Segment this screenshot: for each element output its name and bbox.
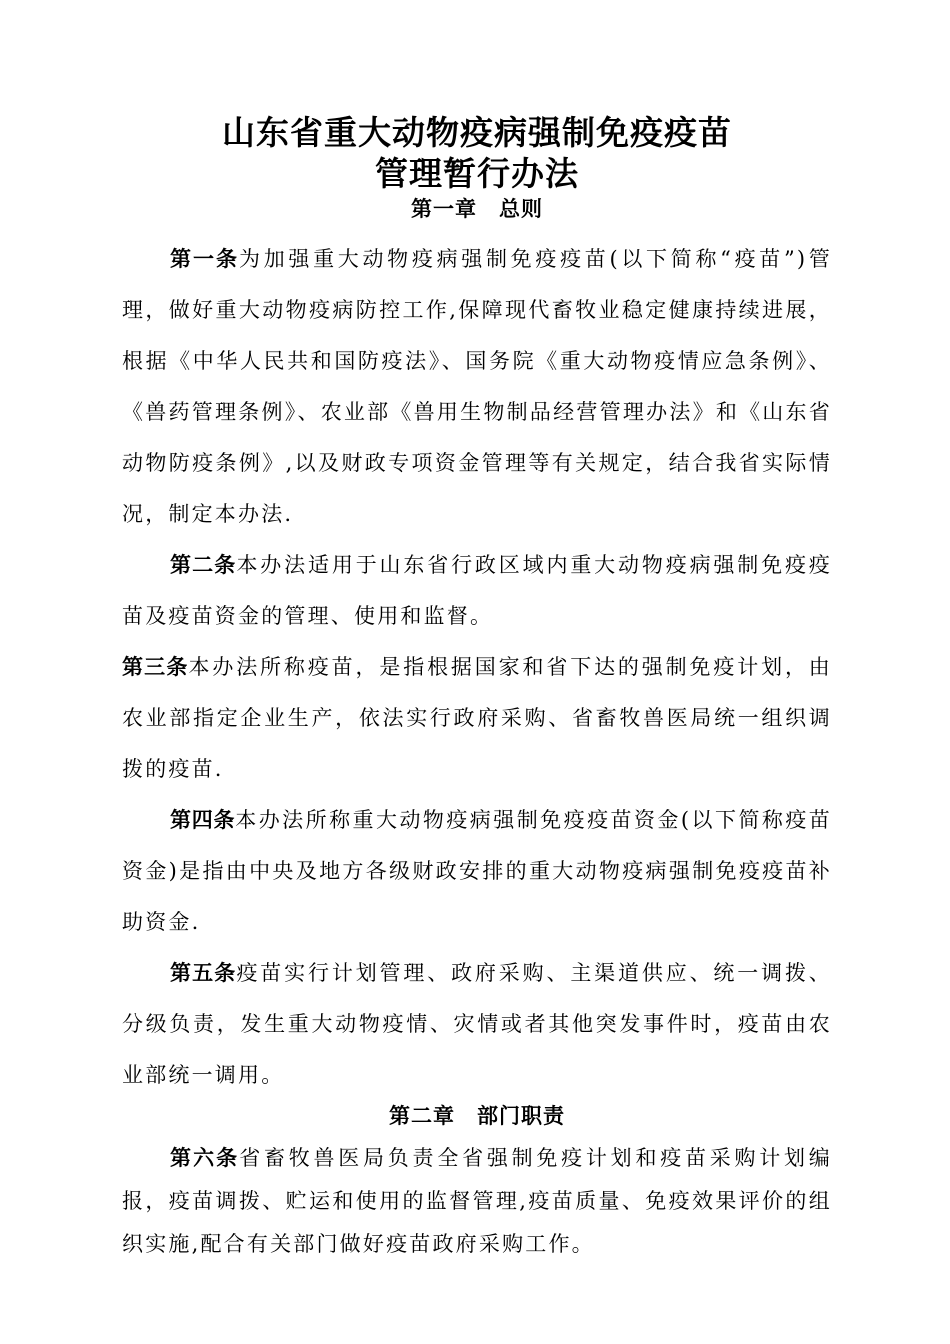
article-6 xyxy=(122,1137,832,1266)
chapter-1-heading: 第一章 总则 xyxy=(411,197,543,221)
article-4-text: 本办法所称重大动物疫病强制免疫疫苗资金(以下简称疫苗资金)是指由中央及地方各级财政安排的重大动物疫病强制免疫疫苗补助资金. xyxy=(122,808,833,934)
article-4 xyxy=(122,795,832,948)
chapter-2-heading: 第二章 部门职责 xyxy=(389,1104,565,1128)
article-4-label: 第四条 xyxy=(170,808,236,832)
article-5-label: 第五条 xyxy=(170,961,237,985)
article-5-text: 疫苗实行计划管理、政府采购、主渠道供应、统一调拨、分级负责，发生重大动物疫情、灾情或者其他突发事件时，疫苗由农业部统一调用。 xyxy=(122,961,833,1087)
article-1 xyxy=(122,234,832,540)
article-3 xyxy=(122,642,832,795)
document-title xyxy=(122,112,832,194)
article-3-label: 第三条 xyxy=(122,655,189,679)
article-2 xyxy=(122,540,832,642)
title-line-1: 山东省重大动物疫病强制免疫疫苗 xyxy=(222,113,732,152)
article-2-label: 第二条 xyxy=(170,553,237,577)
article-3-text: 本办法所称疫苗，是指根据国家和省下达的强制免疫计划，由农业部指定企业生产，依法实行政府采购、省畜牧兽医局统一组织调拨的疫苗. xyxy=(122,655,833,781)
title-line-2: 管理暂行办法 xyxy=(375,154,579,193)
article-1-label: 第一条 xyxy=(170,247,239,271)
article-5 xyxy=(122,948,832,1101)
article-6-text: 省畜牧兽医局负责全省强制免疫计划和疫苗采购计划编报，疫苗调拨、贮运和使用的监督管理,疫苗质量、免疫效果评价的组织实施,配合有关部门做好疫苗政府采购工作。 xyxy=(122,1146,832,1256)
article-2-text: 本办法适用于山东省行政区域内重大动物疫病强制免疫疫苗及疫苗资金的管理、使用和监督。 xyxy=(122,553,833,628)
article-1-text: 为加强重大动物疫病强制免疫疫苗(以下简称“疫苗”)管理，做好重大动物疫病防控工作,保障现代畜牧业稳定健康持续进展，根据《中华人民共和国防疫法》、国务院《重大动物疫情应急条例》、《兽药管理条例》、农业部《兽用生物制品经营管理办法》和《山东省动物防疫条例》,以及财政专项资金管理等有关规定，结合我省实际情况，制定本办法. xyxy=(122,247,832,526)
article-6-label: 第六条 xyxy=(170,1146,240,1170)
